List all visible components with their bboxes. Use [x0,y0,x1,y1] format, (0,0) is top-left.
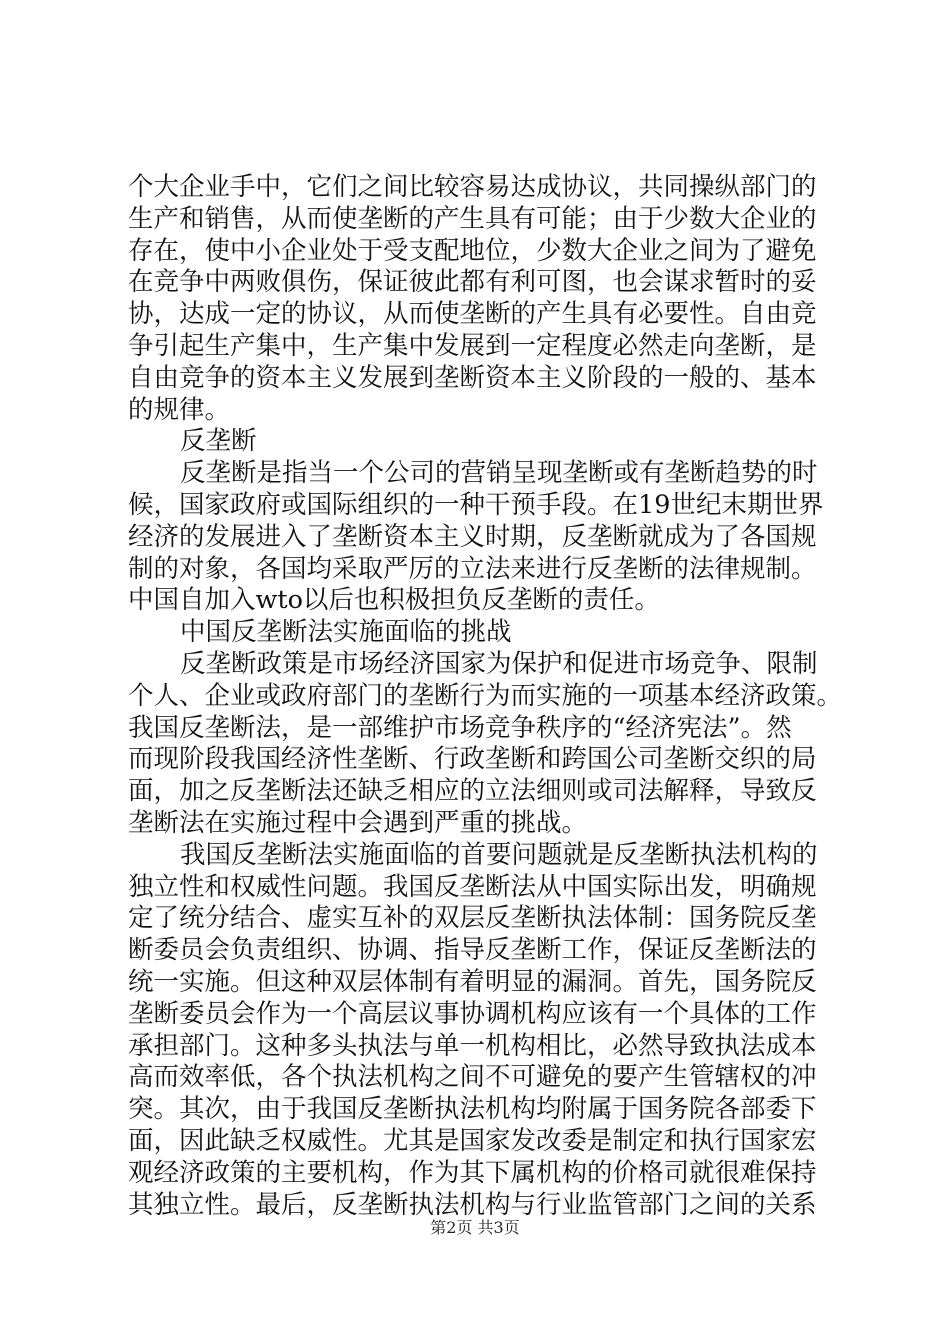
text-line: 中国自加入wto以后也积极担负反垄断的责任。 [128,585,660,616]
text-line: 承担部门。这种多头执法与单一机构相比，必然导致执法成本 [128,1030,817,1061]
text-line: 中国反垄断法实施面临的挑战 [180,617,512,648]
text-line: 反垄断政策是市场经济国家为保护和促进市场竞争、限制 [180,648,818,679]
document-body [128,172,843,1221]
text-line: 反垄断 [180,426,257,457]
text-line: 断委员会负责组织、协调、指导反垄断工作，保证反垄断法的 [128,935,817,966]
text-line: 观经济政策的主要机构，作为其下属机构的价格司就很难保持 [128,1157,817,1188]
text-line: 我国反垄断法，是一部维护市场竞争秩序的“经济宪法”。然 [128,712,792,743]
text-line: 高而效率低，各个执法机构之间不可避免的要产生管辖权的冲 [128,1062,817,1093]
text-line: 我国反垄断法实施面临的首要问题就是反垄断执法机构的 [180,839,818,870]
text-line: 个大企业手中，它们之间比较容易达成协议，共同操纵部门的 [128,172,817,202]
text-line: 在竞争中两败俱伤，保证彼此都有利可图，也会谋求暂时的妥 [128,267,817,298]
text-line: 面，因此缺乏权威性。尤其是国家发改委是制定和执行国家宏 [128,1125,817,1156]
text-line: 存在，使中小企业处于受支配地位，少数大企业之间为了避免 [128,235,817,266]
text-line: 自由竞争的资本主义发展到垄断资本主义阶段的一般的、基本 [128,362,817,393]
page-footer: 第2页 共3页 [430,1218,520,1237]
text-line: 其独立性。最后，反垄断执法机构与行业监管部门之间的关系 [128,1189,817,1220]
text-line: 反垄断是指当一个公司的营销呈现垄断或有垄断趋势的时 [180,458,818,489]
text-line: 候，国家政府或国际组织的一种干预手段。在19世纪末期世界 [128,489,824,520]
text-line: 独立性和权威性问题。我国反垄断法从中国实际出发，明确规 [128,871,817,902]
text-line: 生产和销售，从而使垄断的产生具有可能；由于少数大企业的 [128,203,817,234]
text-line: 制的对象，各国均采取严厉的立法来进行反垄断的法律规制。 [128,553,817,584]
text-line: 定了统分结合、虚实互补的双层反垄断执法体制：国务院反垄 [128,903,817,934]
text-line: 而现阶段我国经济性垄断、行政垄断和跨国公司垄断交织的局 [128,744,817,775]
text-line: 面，加之反垄断法还缺乏相应的立法细则或司法解释，导致反 [128,776,817,807]
text-line: 垄断委员会作为一个高层议事协调机构应该有一个具体的工作 [128,998,817,1029]
text-line: 协，达成一定的协议，从而使垄断的产生具有必要性。自由竞 [128,299,817,330]
text-line: 统一实施。但这种双层体制有着明显的漏洞。首先，国务院反 [128,966,817,997]
text-line: 的规律。 [128,394,231,425]
text-line: 垄断法在实施过程中会遇到严重的挑战。 [128,807,588,838]
text-line: 争引起生产集中，生产集中发展到一定程度必然走向垄断，是 [128,330,817,361]
text-line: 个人、企业或政府部门的垄断行为而实施的一项基本经济政策。 [128,680,843,711]
text-line: 经济的发展进入了垄断资本主义时期，反垄断就成为了各国规 [128,521,817,552]
text-line: 突。其次，由于我国反垄断执法机构均附属于国务院各部委下 [128,1094,817,1125]
